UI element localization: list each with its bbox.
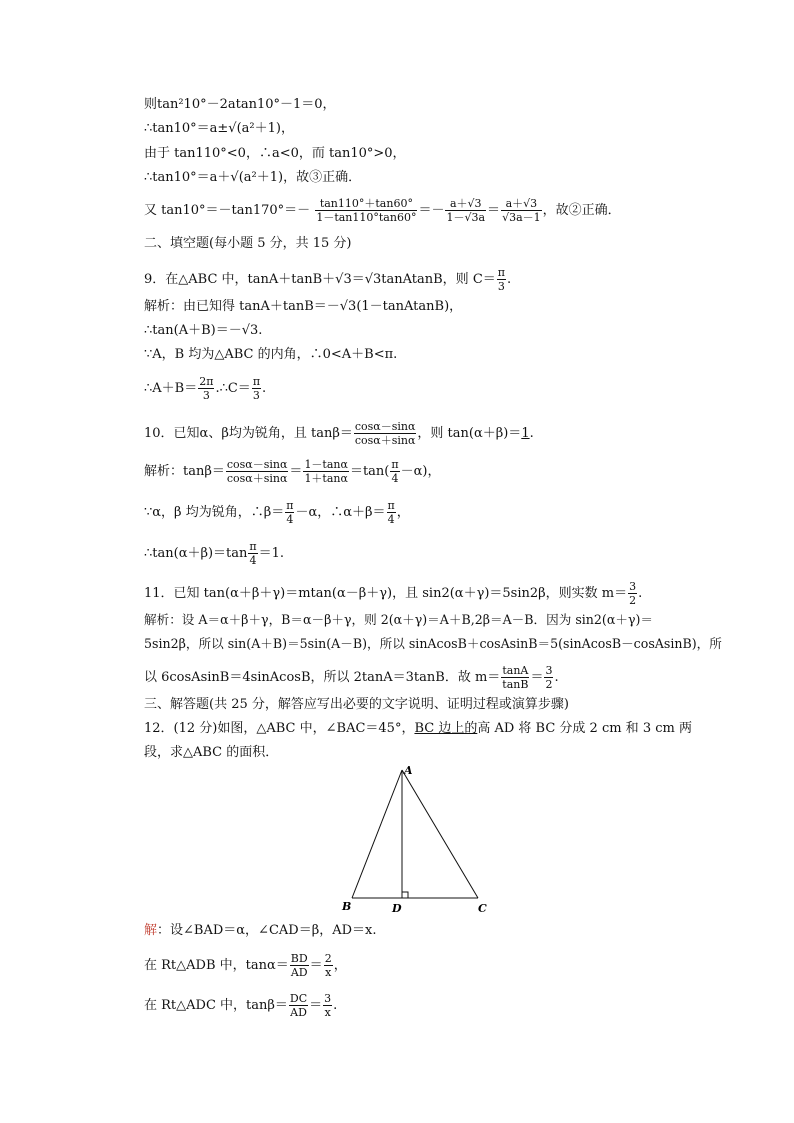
fraction-den: 4 bbox=[286, 513, 294, 526]
line-4-a: ∴tan10°＝a＋√(a²＋1) bbox=[144, 170, 284, 185]
q9-solution-3: ∵A，B 均为△ABC 的内角，∴0<A＋B<π. bbox=[144, 347, 398, 362]
fraction bbox=[544, 664, 553, 691]
fraction bbox=[252, 375, 261, 402]
fraction-den: 3 bbox=[252, 389, 260, 402]
section-2-title: 二、填空题(每小题 5 分，共 15 分) bbox=[144, 236, 352, 251]
solution-label: 解 bbox=[144, 923, 158, 938]
q9-s4-text: ∴A＋B＝ bbox=[144, 381, 198, 396]
fraction-den: 1－√3a bbox=[446, 211, 486, 224]
q10-s1-text: ＝tan( bbox=[349, 464, 390, 479]
line-1: 则tan²10°－2atan10°－1＝0， bbox=[144, 97, 336, 112]
side-ac bbox=[402, 770, 478, 898]
q10-s1-text: －α)， bbox=[400, 464, 441, 479]
fraction-num: a＋√3 bbox=[445, 197, 486, 211]
q10-solution-2: ∵α，β 均为锐角，∴β＝ $\frac{\pi}{4}$ －α，∴α＋β＝ $\frac{\pi}{4}$ ， bbox=[144, 499, 410, 526]
label-c: C bbox=[478, 902, 487, 915]
q10-solution-1: 解析：tanβ＝ $\frac{\cos\alpha-\sin\alpha}{\cos\alpha+\sin\alpha}$ ＝ $\frac{1-\tan\alpha}{1+\tan\alpha}$ ＝tan( $\frac{\pi}{4}$ －α)， bbox=[144, 458, 441, 485]
triangle-figure bbox=[330, 760, 500, 915]
fraction bbox=[323, 992, 332, 1019]
line-5-a: 又 tan10°＝－tan170°＝－ bbox=[144, 203, 311, 218]
q9-s4-text: .∴C＝ bbox=[215, 381, 251, 396]
q10-s1-text: 解析：tanβ＝ bbox=[144, 464, 225, 479]
fraction-den: 1＋tanα bbox=[304, 472, 348, 485]
fraction bbox=[303, 458, 349, 485]
fraction-num: 3 bbox=[545, 664, 553, 677]
fraction-num: 2π bbox=[199, 375, 214, 388]
fraction-1 bbox=[315, 197, 417, 224]
line-5: 又 tan10°＝－tan170°＝－ $\frac{\tan 110^\circ+\tan 60^\circ}{1-\tan 110^\circ\tan 60^\circ}$ ＝－ $\frac{a+√3}{1-√3a}$ ＝ $\frac{a+√3}{√3a-1}$ ，故②正确． bbox=[144, 197, 621, 224]
fraction bbox=[324, 952, 333, 979]
q10-s3-text: ∴tan(α＋β)＝tan bbox=[144, 546, 248, 561]
fraction-den: 3 bbox=[202, 389, 210, 402]
section-3-title: 三、解答题(共 25 分，解答应写出必要的文字说明、证明过程或演算步骤) bbox=[144, 697, 569, 712]
fraction-num: a＋√3 bbox=[501, 197, 542, 211]
fraction-den: 4 bbox=[391, 472, 399, 485]
fraction-den: 1－tan110°tan60° bbox=[316, 211, 417, 224]
fraction bbox=[387, 499, 396, 526]
question-9-text: 9．在△ABC 中，tanA＋tanB＋√3＝√3tanAtanB，则 C＝ bbox=[144, 272, 496, 287]
q9-solution-2: ∴tan(A＋B)＝－√3. bbox=[144, 323, 263, 338]
line-3: 由于 tan110°<0，∴a<0，而 tan10°>0， bbox=[144, 146, 406, 161]
fraction bbox=[290, 952, 309, 979]
fraction-den: cosα＋sinα bbox=[354, 434, 416, 447]
question-12-cont: 段，求△ABC 的面积． bbox=[144, 745, 279, 760]
fraction bbox=[285, 499, 294, 526]
line-2: ∴tan10°＝a±√(a²＋1)， bbox=[144, 121, 294, 136]
fraction-den: x bbox=[324, 1006, 331, 1019]
question-12-underlined: BC 边上的 bbox=[414, 721, 478, 736]
q10-solution-3 bbox=[144, 540, 284, 567]
q11-solution-2: 5sin2β，所以 sin(A＋B)＝5sin(A－B)，所以 sinAcosB＋cosAsinB＝5(sinAcosB－cosAsinB)，所 bbox=[144, 636, 722, 651]
fraction bbox=[497, 266, 506, 293]
side-ab bbox=[352, 770, 402, 898]
fraction-num: DC bbox=[289, 992, 308, 1005]
fraction bbox=[289, 992, 308, 1019]
fraction bbox=[501, 664, 529, 691]
solution-text: ：设∠BAD＝α，∠CAD＝β，AD＝x. bbox=[157, 923, 377, 938]
fraction-num: cosα－sinα bbox=[354, 420, 416, 433]
line-4 bbox=[144, 170, 361, 186]
q10-s3-text: ＝1. bbox=[258, 546, 285, 561]
fraction bbox=[226, 458, 289, 485]
fraction-den: tanB bbox=[502, 678, 529, 691]
solution-text: 在 Rt△ADC 中，tanβ＝ bbox=[144, 998, 288, 1013]
q11-s3-text: 以 6cosAsinB＝4sinAcosB，所以 2tanA＝3tanB．故 m＝ bbox=[144, 670, 501, 685]
fraction bbox=[390, 458, 399, 485]
question-10-text: 10．已知α、β均为锐角，且 tanβ＝ bbox=[144, 426, 353, 441]
fraction-num: tan110°＋tan60° bbox=[315, 197, 417, 211]
fraction-num: 3 bbox=[324, 992, 332, 1005]
question-10-text: ，则 tan(α＋β)＝ bbox=[417, 426, 522, 441]
question-11-text: 11．已知 tan(α＋β＋γ)＝mtan(α－β＋γ)，且 sin2(α＋γ)＝5sin2β，则实数 m＝ bbox=[144, 586, 628, 601]
fraction-num: π bbox=[387, 499, 395, 512]
question-10: 10．已知α、β均为锐角，且 tanβ＝ $\frac{\cos\alpha-\sin\alpha}{\cos\alpha+\sin\alpha}$ ，则 tan(α＋β)＝1. bbox=[144, 420, 534, 447]
fraction bbox=[354, 420, 417, 447]
q9-solution-4: ∴A＋B＝ $\frac{2\pi}{3}$ .∴C＝ $\frac{\pi}{3}$ . bbox=[144, 375, 267, 402]
fraction-den: 4 bbox=[387, 513, 395, 526]
fraction-2 bbox=[445, 197, 486, 224]
solution-12-line-1 bbox=[144, 923, 377, 939]
line-4-b: ，故③正确． bbox=[283, 170, 362, 185]
line-5-b: ，故②正确． bbox=[542, 203, 621, 218]
fraction-num: π bbox=[249, 540, 257, 553]
fraction bbox=[248, 540, 257, 567]
fraction-num: π bbox=[391, 458, 399, 471]
q10-s2-text: －α，∴α＋β＝ bbox=[295, 505, 386, 520]
solution-text: 在 Rt△ADB 中，tanα＝ bbox=[144, 958, 289, 973]
question-12-text: 高 AD 将 BC 分成 2 cm 和 3 cm 两 bbox=[477, 721, 692, 736]
fraction-den: 2 bbox=[629, 594, 637, 607]
fraction-den: x bbox=[325, 966, 332, 979]
fraction-den: 2 bbox=[545, 678, 553, 691]
question-12-text: 12．(12 分)如图，△ABC 中，∠BAC＝45°， bbox=[144, 721, 415, 736]
answer: 1 bbox=[521, 426, 530, 441]
fraction-num: tanA bbox=[502, 664, 529, 677]
fraction-den: 4 bbox=[249, 554, 257, 567]
fraction-num: 3 bbox=[629, 580, 637, 593]
fraction-den: AD bbox=[290, 966, 308, 979]
q9-solution-1: 解析：由已知得 tanA＋tanB＝－√3(1－tanAtanB)， bbox=[144, 299, 463, 314]
fraction-num: π bbox=[252, 375, 261, 388]
q11-solution-1: 解析：设 A＝α＋β＋γ，B＝α－β＋γ，则 2(α＋γ)＝A＋B,2β＝A－B．因为 sin2(α＋γ)＝ bbox=[144, 612, 653, 627]
fraction bbox=[628, 580, 637, 607]
right-angle-mark bbox=[402, 892, 408, 898]
q11-solution-3: 以 6cosAsinB＝4sinAcosB，所以 2tanA＝3tanB．故 m＝ $\frac{\tan A}{\tan B}$ ＝ $\frac{3}{2}$ . bbox=[144, 664, 559, 691]
fraction-3 bbox=[501, 197, 542, 224]
fraction bbox=[198, 375, 214, 402]
fraction-den: √3a－1 bbox=[502, 211, 541, 224]
label-d: D bbox=[392, 902, 402, 915]
solution-12-line-3: 在 Rt△ADC 中，tanβ＝ $\frac{DC}{AD}$ ＝ $\frac{3}{x}$ . bbox=[144, 992, 338, 1019]
fraction-num: π bbox=[497, 266, 505, 279]
fraction-num: 2 bbox=[324, 952, 332, 965]
fraction-num: π bbox=[286, 499, 294, 512]
label-a: A bbox=[404, 764, 413, 777]
fraction-num: 1－tanα bbox=[304, 458, 348, 471]
label-b: B bbox=[342, 900, 352, 913]
question-11: 11．已知 tan(α＋β＋γ)＝mtan(α－β＋γ)，且 sin2(α＋γ)＝5sin2β，则实数 m＝ $\frac{3}{2}$ . bbox=[144, 580, 643, 607]
solution-12-line-2: 在 Rt△ADB 中，tanα＝ $\frac{BD}{AD}$ ＝ $\frac{2}{x}$ ， bbox=[144, 952, 347, 979]
fraction-den: cosα＋sinα bbox=[226, 472, 288, 485]
q10-s2-text: ∵α，β 均为锐角，∴β＝ bbox=[144, 505, 285, 520]
question-9: 9．在△ABC 中，tanA＋tanB＋√3＝√3tanAtanB，则 C＝ $\frac{\pi}{3}$ . bbox=[144, 266, 512, 293]
fraction-den: AD bbox=[290, 1006, 307, 1019]
fraction-den: 3 bbox=[497, 280, 505, 293]
fraction-num: BD bbox=[290, 952, 308, 965]
fraction-num: cosα－sinα bbox=[226, 458, 288, 471]
question-12 bbox=[144, 721, 692, 737]
